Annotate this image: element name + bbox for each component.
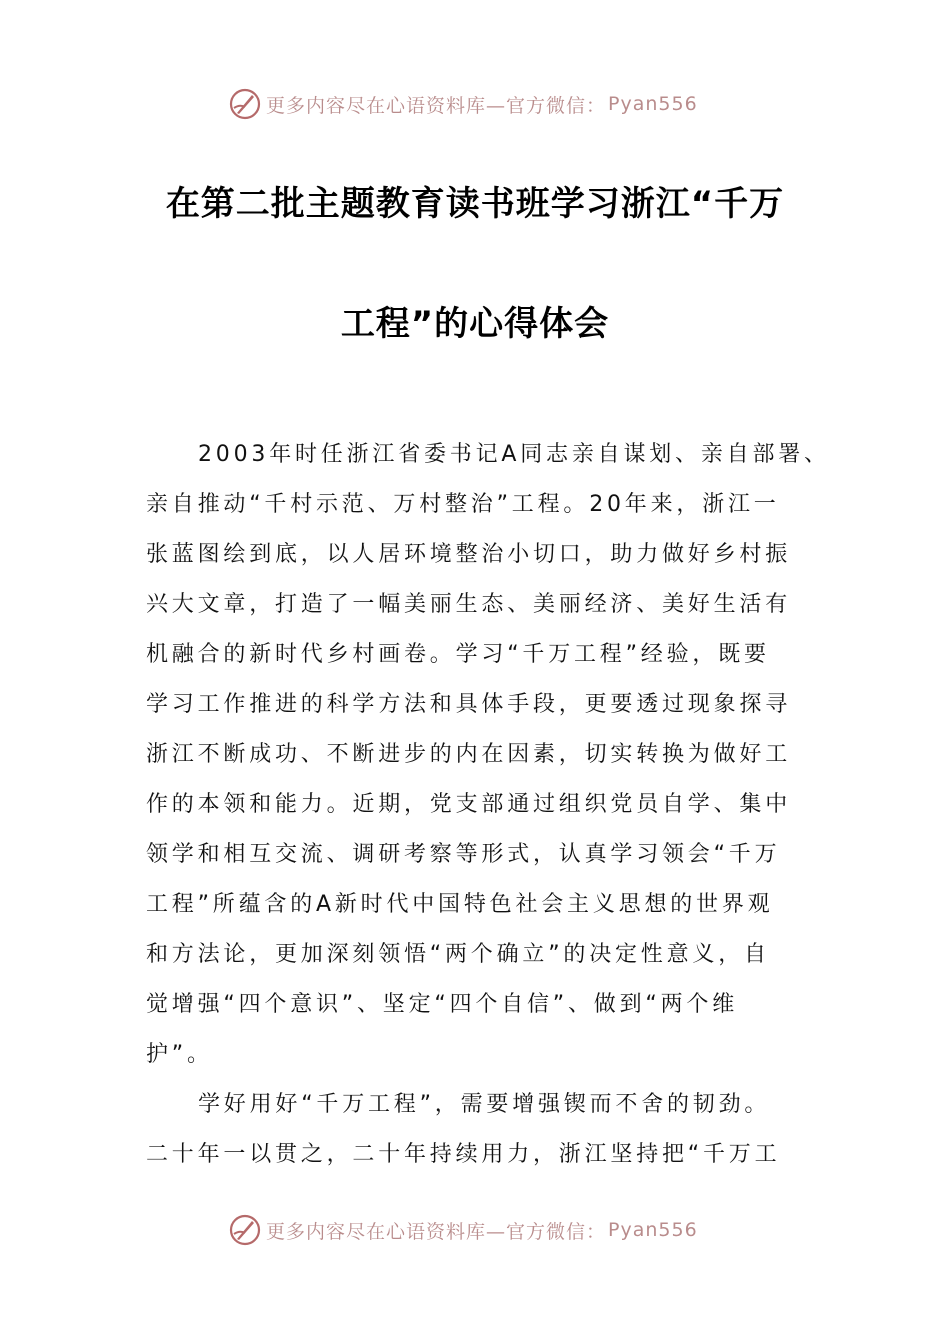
watermark-header	[228, 84, 748, 124]
paragraph-2	[146, 1080, 816, 1180]
text-line: 学习工作推进的科学方法和具体手段，更要透过现象探寻	[146, 692, 792, 717]
text-line: 领学和相互交流、调研考察等形式，认真学习领会“千万	[146, 842, 781, 867]
document-title-line-1: 在第二批主题教育读书班学习浙江“千万	[165, 184, 785, 224]
document-title-line-2: 工程”的心得体会	[340, 304, 610, 344]
quill-logo-icon	[228, 87, 262, 121]
text-line: 浙江不断成功、不断进步的内在因素，切实转换为做好工	[146, 742, 792, 767]
text-line: 亲自推动“千村示范、万村整治”工程。20年来，浙江一	[146, 492, 780, 517]
text-line: 二十年一以贯之，二十年持续用力，浙江坚持把“千万工	[146, 1142, 781, 1167]
watermark-footer	[228, 1210, 748, 1250]
watermark-wechat-id: Pyan556	[608, 1219, 698, 1241]
text-line: 护”。	[146, 1042, 213, 1067]
watermark-text: 更多内容尽在心语资料库—官方微信：	[266, 1220, 607, 1243]
text-line: 作的本领和能力。近期，党支部通过组织党员自学、集中	[146, 792, 792, 817]
text-line: 工程”所蕴含的A新时代中国特色社会主义思想的世界观	[146, 892, 774, 917]
text-line: 张蓝图绘到底，以人居环境整治小切口，助力做好乡村振	[146, 542, 792, 567]
paragraph-1	[146, 430, 830, 1080]
text-line: 觉增强“四个意识”、坚定“四个自信”、做到“两个维	[146, 992, 738, 1017]
text-line: 兴大文章，打造了一幅美丽生态、美丽经济、美好生活有	[146, 592, 792, 617]
document-body	[146, 430, 830, 1180]
watermark-text: 更多内容尽在心语资料库—官方微信：	[266, 94, 607, 117]
text-line: 和方法论，更加深刻领悟“两个确立”的决定性意义，自	[146, 942, 770, 967]
watermark-wechat-id: Pyan556	[608, 93, 698, 115]
text-line: 机融合的新时代乡村画卷。学习“千万工程”经验，既要	[146, 642, 770, 667]
text-line: 学好用好“千万工程”，需要增强锲而不舍的韧劲。	[198, 1092, 771, 1117]
quill-logo-icon	[228, 1213, 262, 1247]
text-line: 2003年时任浙江省委书记A同志亲自谋划、亲自部署、	[198, 442, 830, 467]
